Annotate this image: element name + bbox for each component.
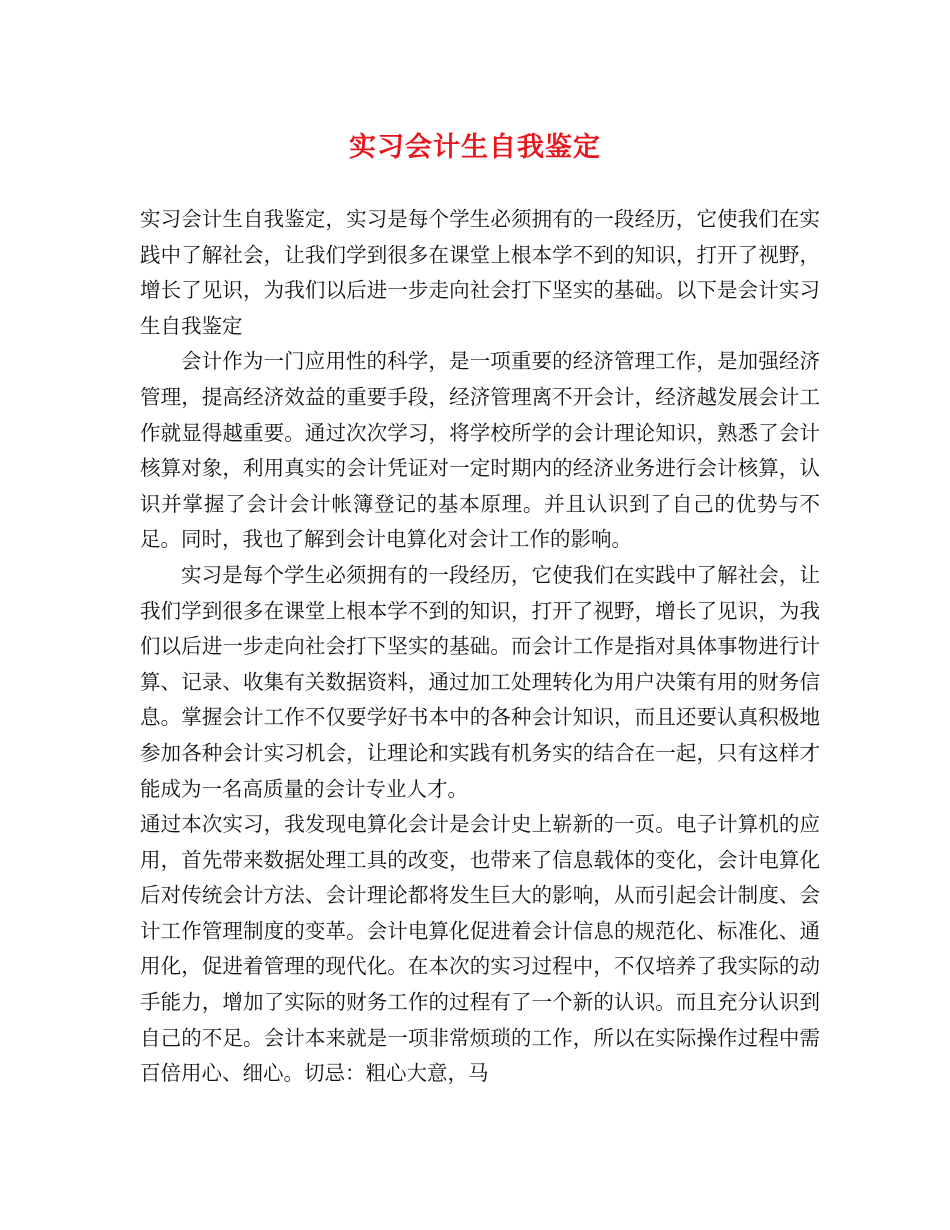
paragraph-2: 会计作为一门应用性的科学，是一项重要的经济管理工作，是加强经济管理，提高经济效益的重要手段，经济管理离不开会计，经济越发展会计工作就显得越重要。通过次次学习，将学校所学的会计理论知识，熟悉了会计核算对象，利用真实的会计凭证对一定时期内的经济业务进行会计核算，认识并掌握了会计会计帐簿登记的基本原理。并且认识到了自己的优势与不足。同时，我也了解到会计电算化对会计工作的影响。 bbox=[140, 349, 820, 552]
paragraph-4: 通过本次实习，我发现电算化会计是会计史上崭新的一页。电子计算机的应用，首先带来数据处理工具的改变，也带来了信息载体的变化，会计电算化后对传统会计方法、会计理论都将发生巨大的影响，从而引起会计制度、会计工作管理制度的变革。会计电算化促进着会计信息的规范化、标准化、通用化，促进着管理的现代化。在本次的实习过程中，不仅培养了我实际的动手能力，增加了实际的财务工作的过程有了一个新的认识。而且充分认识到自己的不足。会计本来就是一项非常烦琐的工作，所以在实际操作过程中需百倍用心、细心。切忌：粗心大意，马 bbox=[140, 812, 820, 1086]
document-title: 实习会计生自我鉴定 bbox=[349, 132, 601, 163]
document-body bbox=[140, 202, 820, 1092]
paragraph-3: 实习是每个学生必须拥有的一段经历，它使我们在实践中了解社会，让我们学到很多在课堂上根本学不到的知识，打开了视野，增长了见识，为我们以后进一步走向社会打下坚实的基础。而会计工作是指对具体事物进行计算、记录、收集有关数据资料，通过加工处理转化为用户决策有用的财务信息。掌握会计工作不仅要学好书本中的各种会计知识，而且还要认真积极地参加各种会计实习机会，让理论和实践有机务实的结合在一起，只有这样才能成为一名高质量的会计专业人才。 bbox=[140, 562, 820, 801]
paragraph-1: 实习会计生自我鉴定，实习是每个学生必须拥有的一段经历，它使我们在实践中了解社会，让我们学到很多在课堂上根本学不到的知识，打开了视野，增长了见识，为我们以后进一步走向社会打下坚实的基础。以下是会计实习生自我鉴定 bbox=[140, 207, 820, 338]
